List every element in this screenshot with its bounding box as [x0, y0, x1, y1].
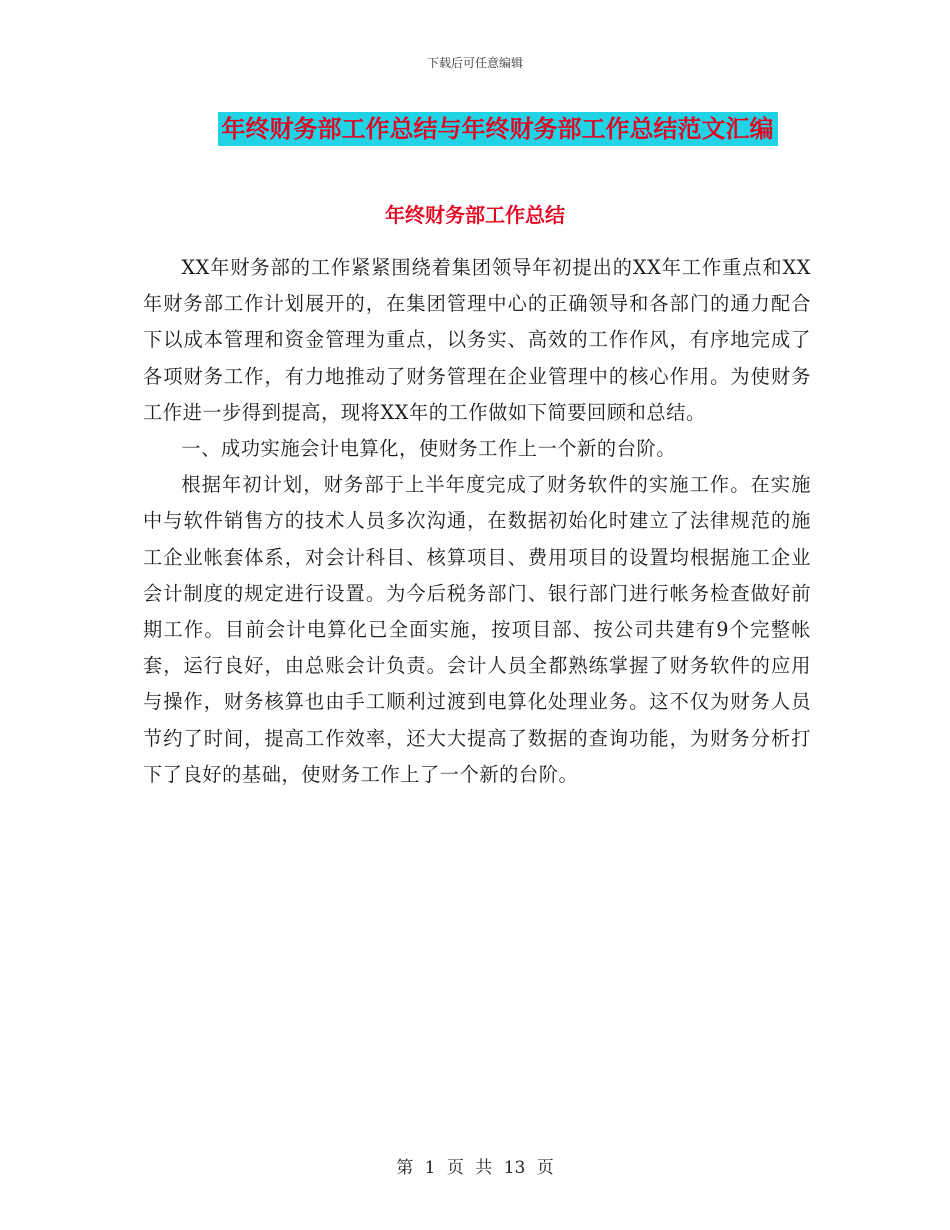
main-title-container: [0, 112, 950, 146]
document-body: [143, 250, 811, 793]
header-note: 下载后可任意编辑: [426, 56, 523, 70]
paragraph: 一、成功实施会计电算化，使财务工作上一个新的台阶。: [181, 437, 677, 461]
paragraph: 根据年初计划，财务部于上半年度完成了财务软件的实施工作。在实施中与软件销售方的技术人员多次沟通，在数据初始化时建立了法律规范的施工企业帐套体系，对会计科目、核算项目、费用项目的设置均根据施工企业会计制度的规定进行设置。为今后税务部门、银行部门进行帐务检查做好前期工作。目前会计电算化已全面实施，按项目部、按公司共建有9个完整帐套，运行良好，由总账会计负责。会计人员全都熟练掌握了财务软件的应用与操作，财务核算也由手工顺利过渡到电算化处理业务。这不仅为财务人员节约了时间，提高工作效率，还大大提高了数据的查询功能，为财务分析打下了良好的基础，使财务工作上了一个新的台阶。: [143, 473, 811, 786]
section-title: 年终财务部工作总结: [385, 203, 565, 227]
paragraph: XX年财务部的工作紧紧围绕着集团领导年初提出的XX年工作重点和XX年财务部工作计划展开的，在集团管理中心的正确领导和各部门的通力配合下以成本管理和资金管理为重点，以务实、高效的工作作风，有序地完成了各项财务工作，有力地推动了财务管理在企业管理中的核心作用。为使财务工作进一步得到提高，现将XX年的工作做如下简要回顾和总结。: [143, 256, 811, 424]
main-title: 年终财务部工作总结与年终财务部工作总结范文汇编: [218, 112, 778, 146]
page-footer: 第 1 页 共 13 页: [396, 1158, 554, 1178]
